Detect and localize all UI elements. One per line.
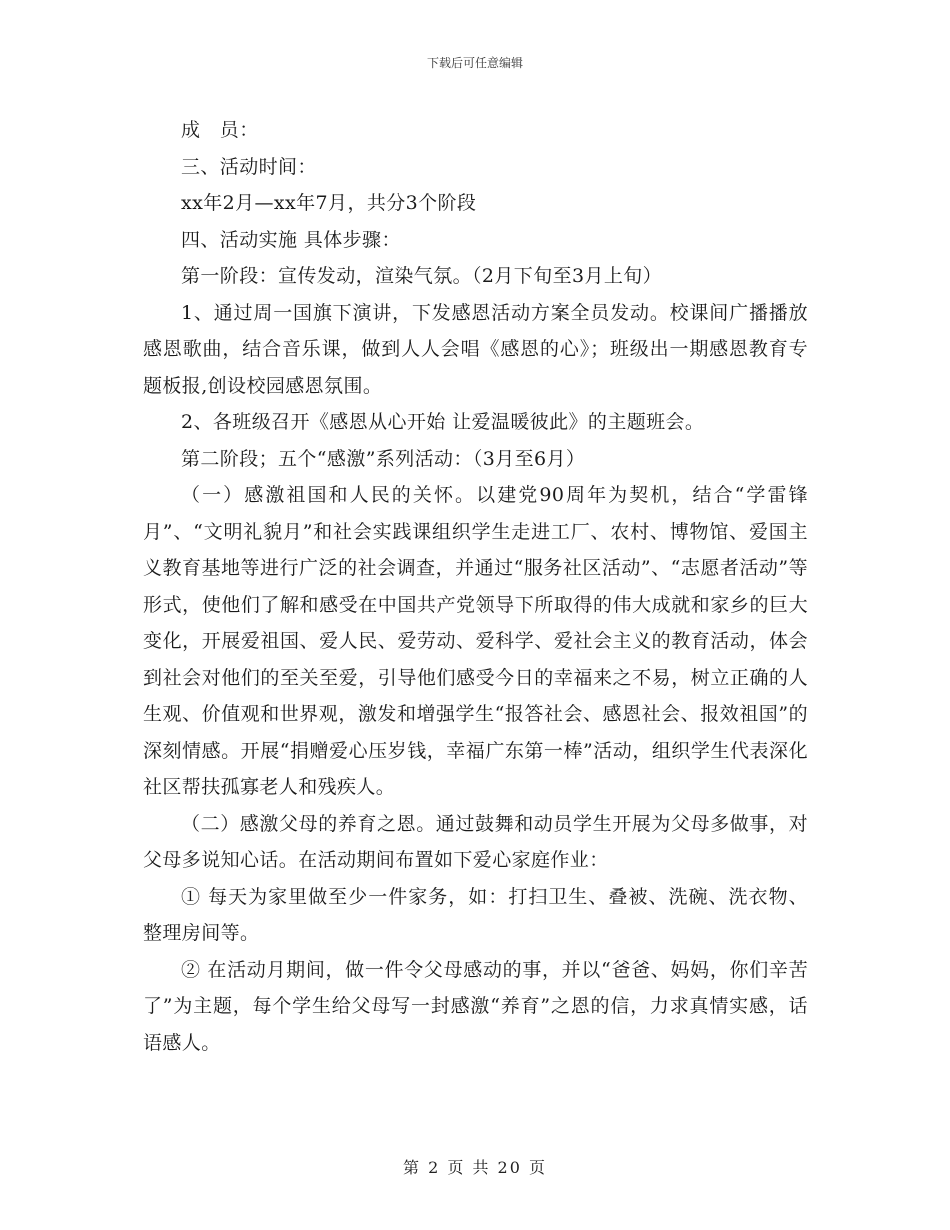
paragraph-gratitude-parents: （二）感激父母的养育之恩。通过鼓舞和动员学生开展为父母多做事，对父母多说知心话。在活动期间布置如下爱心家庭作业： [143, 812, 808, 871]
heading-implementation: 四、活动实施 具体步骤： [181, 228, 401, 251]
paragraph-stage-one-item-1: 1、通过周一国旗下演讲，下发感恩活动方案全员发动。校课间广播播放感恩歌曲，结合音乐课，做到人人会唱《感恩的心》；班级出一期感恩教育专题板报,创设校园感恩氛围。 [143, 301, 808, 397]
heading-stage-two: 第二阶段；五个“感激”系列活动：（3月至6月） [181, 447, 586, 470]
heading-stage-one: 第一阶段：宣传发动，渲染气氛。（2月下旬至3月上旬） [181, 265, 663, 287]
page-header: 下载后可任意编辑 [426, 56, 523, 70]
paragraph-time-range: xx年2月—xx年7月，共分3个阶段 [181, 192, 477, 214]
document-body [143, 112, 808, 1061]
paragraph-gratitude-country: （一）感激祖国和人民的关怀。以建党90周年为契机，结合“学雷锋月”、“文明礼貌月”和社会实践课组织学生走进工厂、农村、博物馆、爱国主义教育基地等进行广泛的社会调查，并通过“服务社区活动”、“志愿者活动”等形式，使他们了解和感受在中国共产党领导下所取得的伟大成就和家乡的巨大变化，开展爱祖国、爱人民、爱劳动、爱科学、爱社会主义的教育活动，体会到社会对他们的至关至爱，引导他们感受今日的幸福来之不易，树立正确的人生观、价值观和世界观，激发和增强学生“报答社会、感恩社会、报效祖国”的深刻情感。开展“捐赠爱心压岁钱，幸福广东第一棒”活动，组织学生代表深化社区帮扶孤寡老人和残疾人。 [143, 484, 808, 798]
heading-activity-time: 三、活动时间： [181, 155, 317, 178]
page-footer: 第 2 页 共 20 页 [403, 1158, 547, 1177]
paragraph-homework-1: ① 每天为家里做至少一件家务，如：打扫卫生、叠被、洗碗、洗衣物、整理房间等。 [143, 885, 808, 944]
paragraph-homework-2: ② 在活动月期间，做一件令父母感动的事，并以“爸爸、妈妈，你们辛苦了”为主题，每个学生给父母写一封感激“养育”之恩的信，力求真情实感，话语感人。 [143, 958, 808, 1054]
paragraph-members: 成 员： [181, 119, 259, 141]
paragraph-stage-one-item-2: 2、各班级召开《感恩从心开始 让爱温暖彼此》的主题班会。 [181, 411, 705, 433]
